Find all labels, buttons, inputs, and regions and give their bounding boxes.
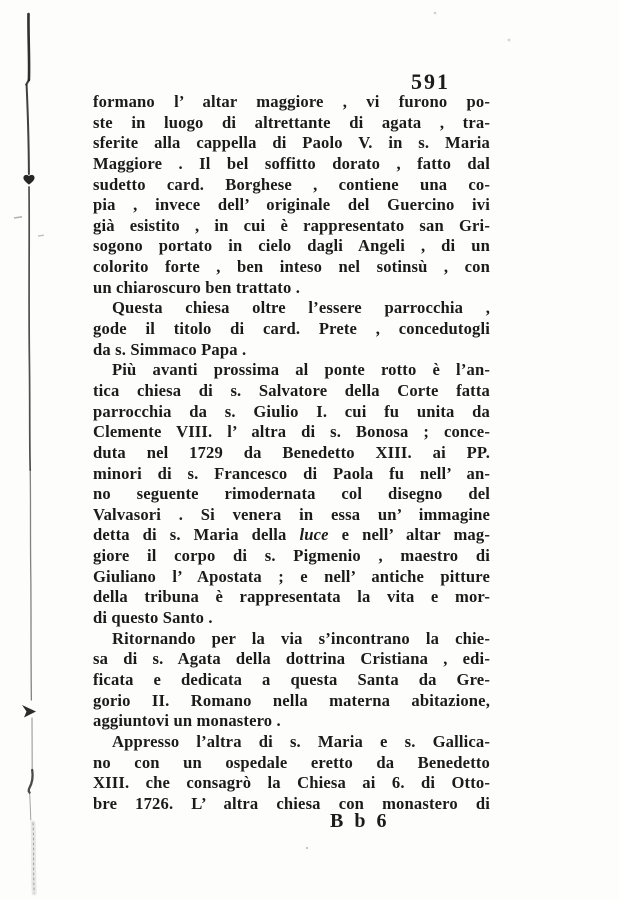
text-line: sudetto card. Borghese , contiene una co- [93,174,490,194]
text-line: gode il titolo di card. Prete , concedutogli [93,319,490,339]
text-line: gorio II. Romano nella materna abitazione, [93,690,490,710]
text-line: Questa chiesa oltre l’essere parrocchia , [112,298,490,318]
text-line: bre 1726. L’ altra chiesa con monastero di [93,793,490,813]
text-line: XIII. che consagrò la Chiesa ai 6. di Otto- [93,773,490,793]
text-line: Appresso l’altra di s. Maria e s. Gallica- [112,731,490,751]
text-line: sogono portato in cielo dagli Angeli , di un [93,236,490,256]
text-line: parrocchia da s. Giulio I. cui fu unita da [93,401,490,421]
text-line: ficata e dedicata a questa Santa da Gre- [93,669,490,689]
text-line: ste in luogo di altrettante di agata , tra- [93,112,490,132]
signature-mark: B b 6 [330,810,390,832]
text-line: sferite alla cappella di Paolo V. in s. Maria [93,133,490,153]
text-line: un chiaroscuro ben trattato . [93,277,301,297]
text-line: sa di s. Agata della dottrina Cristiana , edi- [93,649,490,669]
text-line: duta nel 1729 da Benedetto XIII. ai PP. [93,442,490,462]
text-line: Clemente VIII. l’ altra di s. Bonosa ; conce- [93,422,490,442]
text-line: Ritornando per la via s’incontrano la chie- [112,628,490,648]
text-line: giore il corpo di s. Pigmenio , maestro di [93,546,490,566]
text-line: Valvasori . Si venera in essa un’ immagine [93,504,490,524]
page-number: 591 [411,69,450,94]
text-line: di questo Santo . [93,608,213,628]
text-line: da s. Simmaco Papa . [93,339,247,359]
text-line: pia , invece dell’ originale del Guercino ivi [93,195,490,215]
text-line: colorito forte , ben inteso nel sotinsù , con [93,257,490,277]
text-line: formano l’ altar maggiore , vi furono po- [93,92,490,111]
text-line: già esistito , in cui è rappresentato san Gri- [93,215,490,235]
text-line: detta di s. Maria della luce e nell’ altar mag- [93,525,491,545]
text-line: tica chiesa di s. Salvatore della Corte fatta [93,380,490,400]
text-line: Maggiore . Il bel soffitto dorato , fatto dal [93,153,490,173]
text-line: no seguente rimodernata col disegno del [93,484,490,504]
italic-word: luce [299,525,329,545]
text-line: aggiuntovi un monastero . [93,711,281,731]
binding-edge-line [22,14,36,893]
text-line: della tribuna è rappresentata la vita e mor- [93,587,490,607]
text-line: minori di s. Francesco di Paola fu nell’ an- [93,463,490,483]
text-line: Più avanti prossima al ponte rotto è l’an- [112,360,490,380]
text-line: no con un ospedale eretto da Benedetto [93,752,490,772]
body-text [93,92,490,814]
text-line: Giuliano l’ Apostata ; e nell’ antiche pitture [93,566,490,586]
